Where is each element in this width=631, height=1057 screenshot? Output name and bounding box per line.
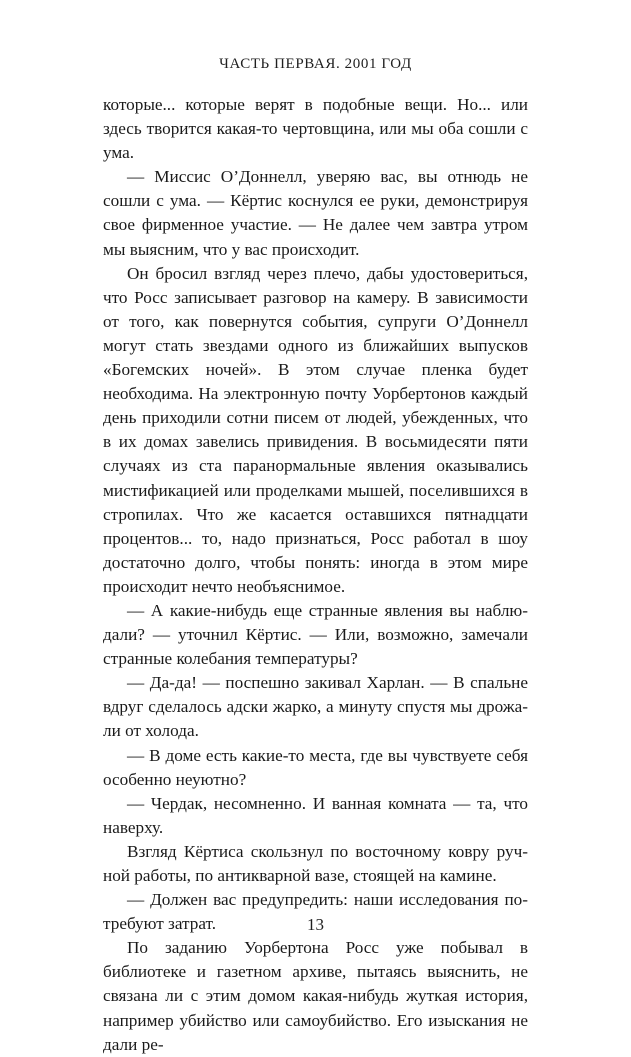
paragraph: По заданию Уорбертона Росс уже побывал в библиотеке и газетном архиве, пытаясь выяснить, не связана ли с этим домом какая-нибудь жуткая история, например убийство или самоубийство. Его изыскания не дали ре- (103, 938, 528, 1054)
paragraph: — А какие-нибудь еще странные явления вы наблюдали? — уточнил Кёртис. — Или, возможно, замечали странные колебания температуры? (103, 600, 528, 669)
paragraph: Взгляд Кёртиса скользнул по восточному ковру ручной работы, по антикварной вазе, стоящей на камине. (103, 841, 528, 885)
paragraph: — Должен вас предупредить: наши исследования потребуют затрат. (103, 890, 528, 934)
paragraph: — Да-да! — поспешно закивал Харлан. — В спальне вдруг сделалось адски жарко, а минуту спустя мы дрожали от холода. (103, 673, 528, 741)
paragraph: которые... которые верят в подобные вещи. Но... или здесь творится какая-то чертовщина, или мы оба сошли с ума. (103, 95, 528, 163)
paragraph: — В доме есть какие-то места, где вы чувствуете себя особенно неуютно? (103, 745, 528, 789)
body-text (103, 93, 528, 1057)
paragraph: — Чердак, несомненно. И ванная комната — та, что наверху. (103, 793, 528, 837)
paragraph: — Миссис О’Доннелл, уверяю вас, вы отнюдь не сошли с ума. — Кёртис коснулся ее руки, демонстрируя свое фирменное участие. — Не далее чем завтра утром мы выясним, что у вас происходит. (103, 167, 528, 259)
page-number: 13 (307, 915, 324, 934)
paragraph: Он бросил взгляд через плечо, дабы удостовериться, что Росс записывает разговор на камеру. В зависимости от того, как повернутся события, супруги О’Доннелл могут стать звездами одного из ближайших выпусков «Богемских ночей». В этом случае пленка будет необходима. На электронную почту Уорбертонов каждый день приходили сотни писем от людей, убежденных, что в их домах завелись привидения. В восьмидесяти пяти случаях из ста паранормальные явления оказывались мистификацией или проделками мышей, поселившихся в стропилах. Что же касается оставшихся пятнадцати процентов... то, надо признаться, Росс работал в шоу достаточно долго, чтобы понять: иногда в этом мире происходит нечто необъяснимое. (103, 263, 528, 596)
running-head: ЧАСТЬ ПЕРВАЯ. 2001 ГОД (219, 56, 412, 72)
